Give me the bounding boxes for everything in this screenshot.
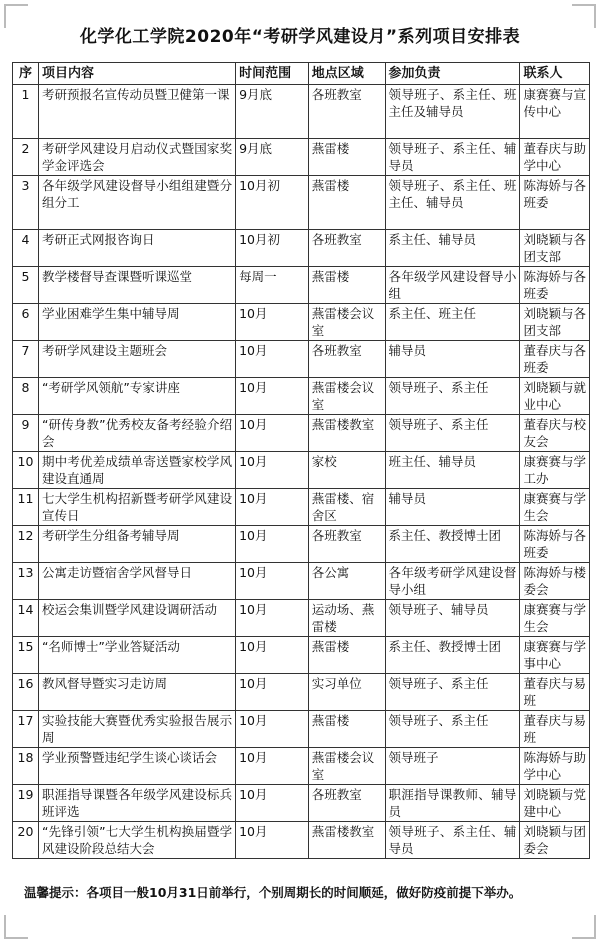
row-contact: 康赛赛与宣传中心 (520, 85, 590, 139)
row-content: “考研学风领航”专家讲座 (38, 378, 235, 415)
row-responsible: 领导班子、系主任 (385, 378, 520, 415)
table-row (13, 637, 590, 674)
row-place: 各班教室 (308, 341, 385, 378)
row-number: 11 (13, 489, 39, 526)
row-time: 9月底 (236, 139, 309, 176)
row-responsible: 系主任、教授博士团 (385, 526, 520, 563)
footer-note: 温馨提示：各项目一般10月31日前举行，个别周期长的时间顺延，做好防疫前提下举办。 (24, 885, 522, 900)
row-content: 考研学风建设主题班会 (38, 341, 235, 378)
table-row (13, 563, 590, 600)
row-content: 公寓走访暨宿舍学风督导日 (38, 563, 235, 600)
table-row (13, 489, 590, 526)
row-place: 运动场、燕雷楼 (308, 600, 385, 637)
row-responsible: 辅导员 (385, 489, 520, 526)
row-content: 各年级学风建设督导小组组建暨分组分工 (38, 176, 235, 230)
row-time: 10月 (236, 563, 309, 600)
row-responsible: 领导班子、系主任 (385, 415, 520, 452)
row-responsible: 班主任、辅导员 (385, 452, 520, 489)
header-no: 序 (13, 63, 39, 85)
row-number: 16 (13, 674, 39, 711)
row-number: 13 (13, 563, 39, 600)
row-content: “名师博士”学业答疑活动 (38, 637, 235, 674)
row-contact: 刘晓颖与就业中心 (520, 378, 590, 415)
row-number: 3 (13, 176, 39, 230)
row-time: 10月 (236, 378, 309, 415)
row-responsible: 领导班子、系主任、辅导员 (385, 139, 520, 176)
row-content: 学业困难学生集中辅导周 (38, 304, 235, 341)
row-number: 12 (13, 526, 39, 563)
row-number: 14 (13, 600, 39, 637)
table-row (13, 176, 590, 230)
row-responsible: 领导班子、辅导员 (385, 600, 520, 637)
table-row (13, 526, 590, 563)
row-content: 期中考优差成绩单寄送暨家校学风建设直通周 (38, 452, 235, 489)
row-place: 燕雷楼会议室 (308, 378, 385, 415)
header-place: 地点区域 (308, 63, 385, 85)
header-contact: 联系人 (520, 63, 590, 85)
row-responsible: 系主任、班主任 (385, 304, 520, 341)
row-contact: 陈海娇与助学中心 (520, 748, 590, 785)
table-row (13, 230, 590, 267)
row-responsible: 辅导员 (385, 341, 520, 378)
row-time: 10月 (236, 748, 309, 785)
row-responsible: 领导班子、系主任 (385, 674, 520, 711)
row-time: 10月 (236, 526, 309, 563)
row-place: 燕雷楼 (308, 711, 385, 748)
row-content: 考研学生分组备考辅导周 (38, 526, 235, 563)
row-number: 9 (13, 415, 39, 452)
row-number: 17 (13, 711, 39, 748)
row-place: 燕雷楼会议室 (308, 304, 385, 341)
row-contact: 陈海娇与各班委 (520, 176, 590, 230)
row-responsible: 系主任、教授博士团 (385, 637, 520, 674)
row-place: 燕雷楼 (308, 637, 385, 674)
row-place: 燕雷楼、宿舍区 (308, 489, 385, 526)
row-place: 燕雷楼教室 (308, 822, 385, 859)
row-contact: 康赛赛与学生会 (520, 489, 590, 526)
schedule-table (12, 62, 590, 859)
row-place: 各班教室 (308, 785, 385, 822)
table-row (13, 452, 590, 489)
row-content: “先锋引领”七大学生机构换届暨学风建设阶段总结大会 (38, 822, 235, 859)
row-responsible: 领导班子、系主任、班主任、辅导员 (385, 176, 520, 230)
row-contact: 刘晓颖与团委会 (520, 822, 590, 859)
row-time: 10月 (236, 341, 309, 378)
row-number: 10 (13, 452, 39, 489)
row-contact: 陈海娇与楼委会 (520, 563, 590, 600)
row-time: 10月 (236, 785, 309, 822)
row-time: 10月 (236, 711, 309, 748)
row-place: 各班教室 (308, 230, 385, 267)
corner-mark-bottom-right (572, 915, 596, 939)
row-number: 18 (13, 748, 39, 785)
corner-mark-bottom-left (4, 915, 28, 939)
table-row (13, 415, 590, 452)
row-content: 考研学风建设月启动仪式暨国家奖学金评选会 (38, 139, 235, 176)
row-content: 教学楼督导查课暨听课巡堂 (38, 267, 235, 304)
row-responsible: 各年级学风建设督导小组 (385, 267, 520, 304)
row-responsible: 领导班子 (385, 748, 520, 785)
row-content: 七大学生机构招新暨考研学风建设宣传日 (38, 489, 235, 526)
row-time: 10月 (236, 600, 309, 637)
row-responsible: 领导班子、系主任、班主任及辅导员 (385, 85, 520, 139)
table-row (13, 304, 590, 341)
header-responsible: 参加负责 (385, 63, 520, 85)
row-time: 9月底 (236, 85, 309, 139)
row-place: 各班教室 (308, 85, 385, 139)
row-responsible: 领导班子、系主任 (385, 711, 520, 748)
row-content: “研传身教”优秀校友备考经验介绍会 (38, 415, 235, 452)
row-time: 10月 (236, 822, 309, 859)
row-contact: 董春庆与助学中心 (520, 139, 590, 176)
row-time: 10月 (236, 452, 309, 489)
row-content: 校运会集训暨学风建设调研活动 (38, 600, 235, 637)
row-responsible: 职涯指导课教师、辅导员 (385, 785, 520, 822)
table-row (13, 748, 590, 785)
table-row (13, 341, 590, 378)
row-number: 20 (13, 822, 39, 859)
row-place: 燕雷楼 (308, 139, 385, 176)
row-contact: 董春庆与易班 (520, 711, 590, 748)
row-contact: 康赛赛与学生会 (520, 600, 590, 637)
row-time: 10月 (236, 415, 309, 452)
row-contact: 康赛赛与学工办 (520, 452, 590, 489)
row-number: 8 (13, 378, 39, 415)
row-number: 19 (13, 785, 39, 822)
row-time: 10月 (236, 637, 309, 674)
row-place: 燕雷楼 (308, 176, 385, 230)
row-content: 考研预报名宣传动员暨卫健第一课 (38, 85, 235, 139)
table-header-row (13, 63, 590, 85)
row-number: 6 (13, 304, 39, 341)
row-time: 10月 (236, 674, 309, 711)
row-responsible: 领导班子、系主任、辅导员 (385, 822, 520, 859)
row-contact: 董春庆与校友会 (520, 415, 590, 452)
table-row (13, 674, 590, 711)
row-place: 家校 (308, 452, 385, 489)
row-content: 实验技能大赛暨优秀实验报告展示周 (38, 711, 235, 748)
row-number: 1 (13, 85, 39, 139)
row-responsible: 系主任、辅导员 (385, 230, 520, 267)
row-number: 4 (13, 230, 39, 267)
row-contact: 陈海娇与各班委 (520, 526, 590, 563)
row-place: 燕雷楼会议室 (308, 748, 385, 785)
table-row (13, 822, 590, 859)
row-contact: 董春庆与各班委 (520, 341, 590, 378)
row-content: 职涯指导课暨各年级学风建设标兵班评选 (38, 785, 235, 822)
row-place: 燕雷楼 (308, 267, 385, 304)
table-row (13, 267, 590, 304)
row-time: 每周一 (236, 267, 309, 304)
table-row (13, 600, 590, 637)
row-time: 10月初 (236, 230, 309, 267)
row-contact: 刘晓颖与各团支部 (520, 230, 590, 267)
header-time: 时间范围 (236, 63, 309, 85)
row-contact: 刘晓颖与各团支部 (520, 304, 590, 341)
row-place: 燕雷楼教室 (308, 415, 385, 452)
header-content: 项目内容 (38, 63, 235, 85)
row-contact: 陈海娇与各班委 (520, 267, 590, 304)
row-place: 各公寓 (308, 563, 385, 600)
table-row (13, 139, 590, 176)
row-number: 2 (13, 139, 39, 176)
row-contact: 康赛赛与学事中心 (520, 637, 590, 674)
row-time: 10月 (236, 489, 309, 526)
table-row (13, 785, 590, 822)
row-contact: 董春庆与易班 (520, 674, 590, 711)
row-time: 10月 (236, 304, 309, 341)
row-place: 各班教室 (308, 526, 385, 563)
row-content: 学业预警暨违纪学生谈心谈话会 (38, 748, 235, 785)
page-title: 化学化工学院2020年“考研学风建设月”系列项目安排表 (79, 27, 521, 47)
row-content: 考研正式网报咨询日 (38, 230, 235, 267)
row-place: 实习单位 (308, 674, 385, 711)
row-content: 教风督导暨实习走访周 (38, 674, 235, 711)
table-row (13, 85, 590, 139)
table-row (13, 711, 590, 748)
row-number: 5 (13, 267, 39, 304)
table-row (13, 378, 590, 415)
row-number: 7 (13, 341, 39, 378)
row-contact: 刘晓颖与党建中心 (520, 785, 590, 822)
row-responsible: 各年级考研学风建设督导小组 (385, 563, 520, 600)
row-number: 15 (13, 637, 39, 674)
row-time: 10月初 (236, 176, 309, 230)
